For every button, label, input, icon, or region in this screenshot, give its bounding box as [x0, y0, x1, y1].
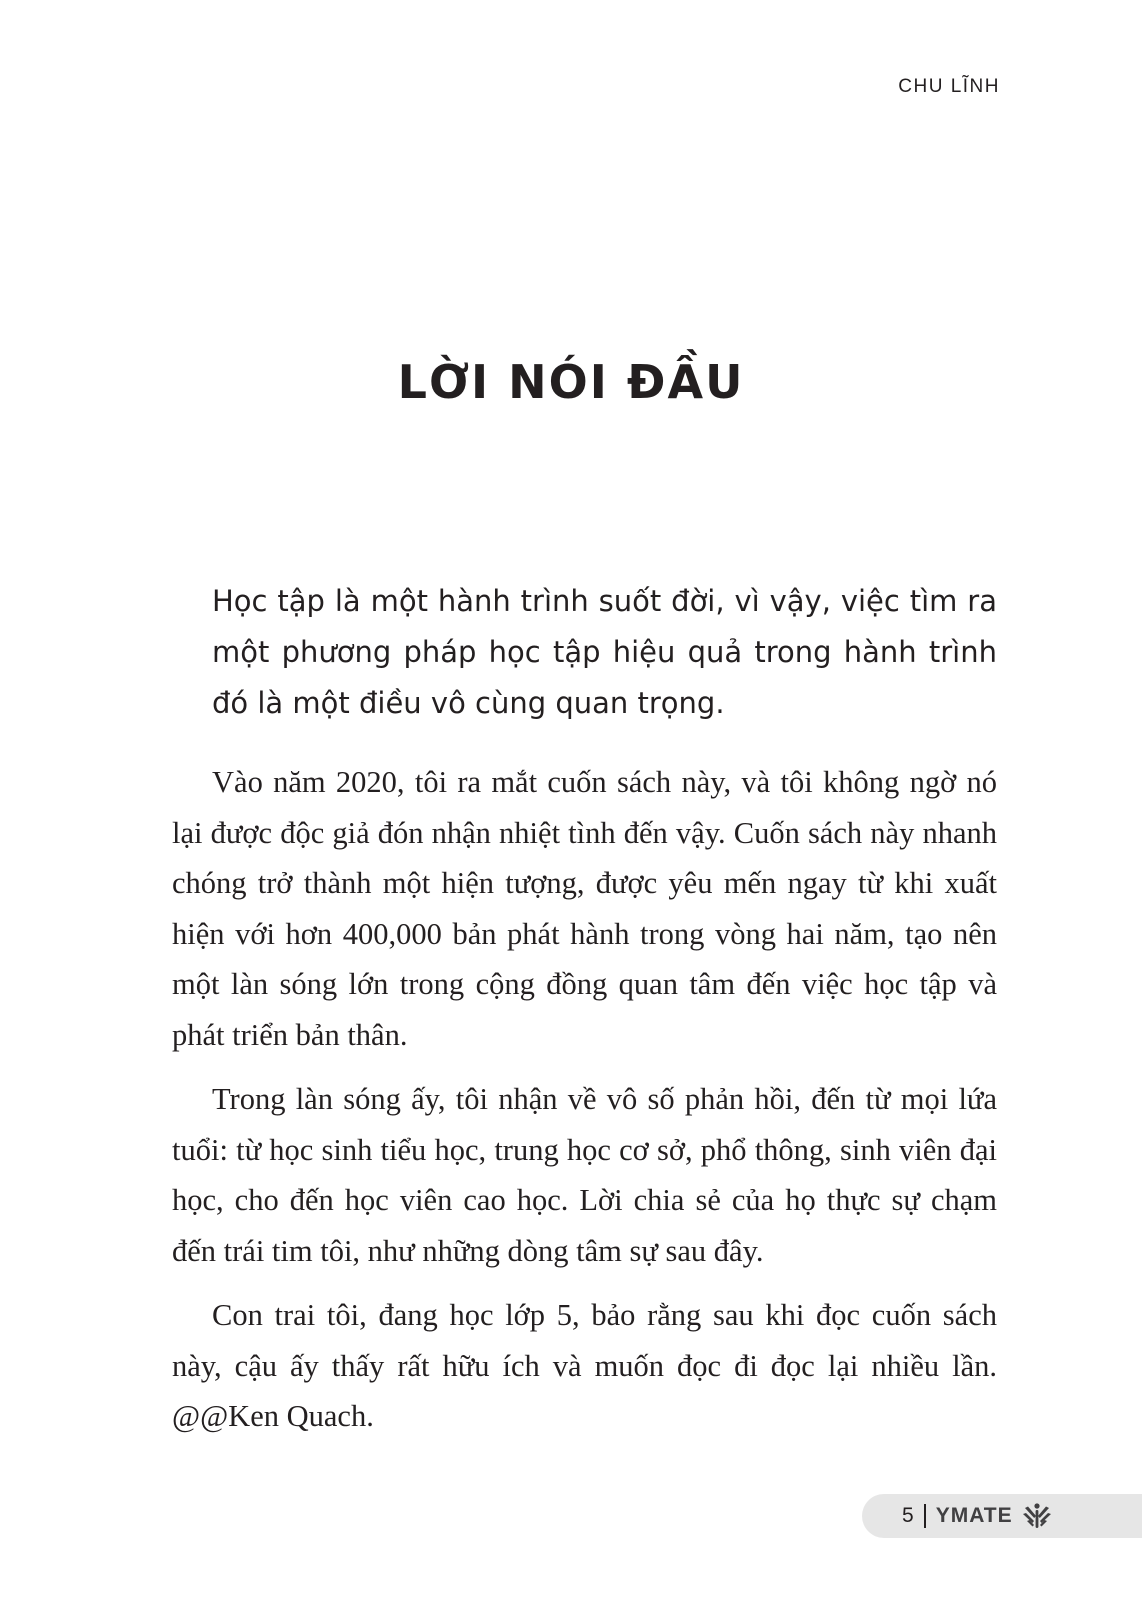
brand-name: YMATE — [935, 1504, 1013, 1527]
footer-divider — [924, 1504, 926, 1528]
body-paragraph: Vào năm 2020, tôi ra mắt cuốn sách này, và tôi không ngờ nó lại được độc giả đón nhận nhiệt tình đến vậy. Cuốn sách này nhanh chóng trở thành một hiện tượng, được yêu mến ngay từ khi xuất hiện với hơn 400,000 bản phát hành trong vòng hai năm, tạo nên một làn sóng lớn trong cộng đồng quan tâm đến việc học tập và phát triển bản thân. — [172, 765, 997, 1052]
page-number: 5 — [902, 1504, 914, 1527]
page-footer — [862, 1494, 1142, 1538]
lead-paragraph: Học tập là một hành trình suốt đời, vì vậy, việc tìm ra một phương pháp học tập hiệu quả trong hành trình đó là một điều vô cùng quan trọng. — [212, 584, 997, 720]
body-text — [172, 757, 997, 1456]
ymate-logo-icon — [1021, 1500, 1053, 1532]
body-paragraph: Trong làn sóng ấy, tôi nhận về vô số phản hồi, đến từ mọi lứa tuổi: từ học sinh tiểu học, trung học cơ sở, phổ thông, sinh viên đại học, cho đến học viên cao học. Lời chia sẻ của họ thực sự chạm đến trái tim tôi, như những dòng tâm sự sau đây. — [172, 1082, 997, 1268]
running-header-author: CHU LĨNH — [898, 76, 1000, 97]
body-paragraph: Con trai tôi, đang học lớp 5, bảo rằng sau khi đọc cuốn sách này, cậu ấy thấy rất hữu ích và muốn đọc đi đọc lại nhiều lần. @@Ken Quach. — [172, 1298, 997, 1433]
chapter-title: LỜI NÓI ĐẦU — [397, 355, 745, 409]
